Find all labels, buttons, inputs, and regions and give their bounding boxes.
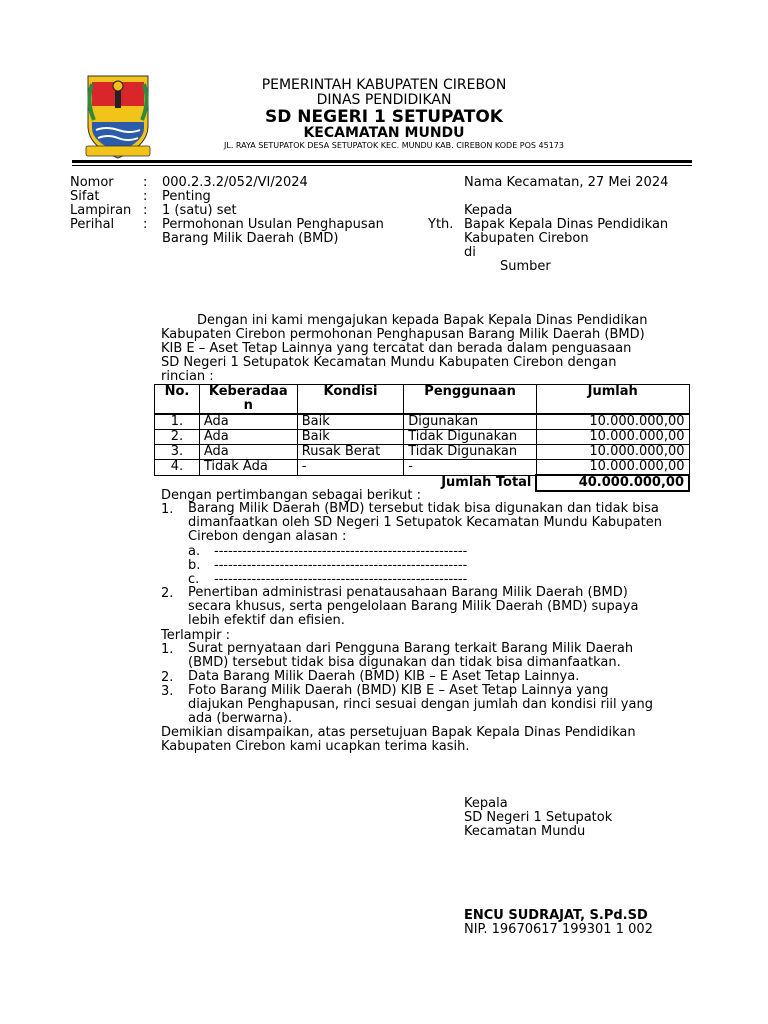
cell-keberadaan: Ada: [199, 445, 297, 460]
colon: :: [143, 217, 148, 232]
attachment-3-line-1: Foto Barang Milik Daerah (BMD) KIB E – Aset Tetap Lainnya yang: [188, 683, 609, 698]
recipient-kepada: Kepada: [464, 203, 513, 218]
consideration-2-line-2: secara khusus, serta pengelolaan Barang Milik Daerah (BMD) supaya: [188, 599, 639, 614]
table-row: [155, 414, 690, 430]
closing-line-1: Demikian disampaikan, atas persetujuan Bapak Kepala Dinas Pendidikan: [161, 725, 636, 740]
col-header-no: No.: [155, 385, 200, 415]
total-value: 40.000.000,00: [536, 475, 689, 491]
cell-jumlah: 10.000.000,00: [536, 430, 689, 445]
col-header-keberadaan-part1: Keberadaa: [208, 384, 288, 399]
consideration-1-line-3: Cirebon dengan alasan :: [188, 529, 347, 544]
lampiran-label: Lampiran: [70, 203, 132, 218]
intro-line-5: rincian :: [161, 369, 214, 384]
consideration-1-line-1: Barang Milik Daerah (BMD) tersebut tidak bisa digunakan dan tidak bisa: [188, 501, 659, 516]
header-address: JL. RAYA SETUPATOK DESA SETUPATOK KEC. MUNDU KAB. CIREBON KODE POS 45173: [224, 141, 564, 150]
letter-date: Nama Kecamatan, 27 Mei 2024: [464, 175, 669, 190]
attachments-heading: Terlampir :: [161, 628, 231, 643]
colon: :: [143, 175, 148, 190]
cell-kondisi: Rusak Berat: [297, 445, 404, 460]
cell-kondisi: Baik: [297, 430, 404, 445]
header-divider-thin: [72, 165, 692, 166]
list-number: 1.: [161, 642, 174, 657]
recipient-place: Sumber: [500, 259, 551, 274]
col-header-jumlah: Jumlah: [536, 385, 689, 415]
cell-penggunaan: Digunakan: [404, 414, 537, 430]
list-number: 2.: [161, 670, 174, 685]
col-header-keberadaan: [199, 385, 297, 415]
perihal-value: Permohonan Usulan Penghapusan: [162, 217, 384, 232]
list-number: 1.: [161, 502, 174, 517]
attachment-2-line-1: Data Barang Milik Daerah (BMD) KIB – E Aset Tetap Lainnya.: [188, 669, 580, 684]
table-header-row: [155, 385, 690, 415]
header-department: DINAS PENDIDIKAN: [316, 92, 452, 108]
cell-no: 2.: [155, 430, 200, 445]
cell-jumlah: 10.000.000,00: [536, 414, 689, 430]
col-header-kondisi: Kondisi: [297, 385, 404, 415]
intro-line-3: KIB E – Aset Tetap Lainnya yang tercatat dan berada dalam penguasaan: [161, 341, 632, 356]
recipient-line1: Bapak Kepala Dinas Pendidikan: [464, 217, 669, 232]
cell-penggunaan: Tidak Digunakan: [404, 430, 537, 445]
cell-kondisi: Baik: [297, 414, 404, 430]
cell-jumlah: 10.000.000,00: [536, 460, 689, 476]
signature-school: SD Negeri 1 Setupatok: [464, 810, 613, 825]
sub-item-b: b.: [188, 558, 201, 573]
asset-table: [154, 384, 690, 492]
intro-line-4: SD Negeri 1 Setupatok Kecamatan Mundu Kabupaten Cirebon dengan: [161, 355, 617, 370]
signature-title: Kepala: [464, 796, 508, 811]
cell-no: 1.: [155, 414, 200, 430]
cell-no: 3.: [155, 445, 200, 460]
cell-jumlah: 10.000.000,00: [536, 445, 689, 460]
recipient-line2: Kabupaten Cirebon: [464, 231, 589, 246]
table-row: [155, 445, 690, 460]
consideration-1-line-2: dimanfaatkan oleh SD Negeri 1 Setupatok Kecamatan Mundu Kabupaten: [188, 515, 662, 530]
sub-item-a-dashes: ------------------------------------------------------: [214, 544, 468, 559]
intro-line-1: Dengan ini kami mengajukan kepada Bapak Kepala Dinas Pendidikan: [197, 313, 648, 328]
colon: :: [143, 189, 148, 204]
col-header-keberadaan-part2: n: [243, 398, 253, 413]
signatory-name: ENCU SUDRAJAT, S.Pd.SD: [464, 908, 648, 923]
cell-penggunaan: -: [404, 460, 537, 476]
recipient-di: di: [464, 245, 476, 260]
cell-no: 4.: [155, 460, 200, 476]
sifat-label: Sifat: [70, 189, 100, 204]
perihal-value-cont: Barang Milik Daerah (BMD): [162, 231, 339, 246]
nomor-value: 000.2.3.2/052/VI/2024: [162, 175, 308, 190]
cell-kondisi: -: [297, 460, 404, 476]
cell-keberadaan: Ada: [199, 414, 297, 430]
attachment-3-line-3: ada (berwarna).: [188, 711, 293, 726]
sub-item-a: a.: [188, 544, 201, 559]
signature-district: Kecamatan Mundu: [464, 824, 586, 839]
sub-item-c-dashes: ------------------------------------------------------: [214, 572, 468, 587]
consideration-2-line-3: lebih efektif dan efisien.: [188, 613, 345, 628]
cell-penggunaan: Tidak Digunakan: [404, 445, 537, 460]
table-row: [155, 460, 690, 476]
attachment-3-line-2: diajukan Penghapusan, rinci sesuai dengan jumlah dan kondisi riil yang: [188, 697, 653, 712]
table-row: [155, 430, 690, 445]
nomor-label: Nomor: [70, 175, 114, 190]
total-label: Jumlah Total: [155, 475, 537, 491]
header-divider-thick: [72, 160, 692, 163]
perihal-label: Perihal: [70, 217, 115, 232]
recipient-yth: Yth.: [428, 217, 454, 232]
list-number: 2.: [161, 586, 174, 601]
closing-line-2: Kabupaten Cirebon kami ucapkan terima kasih.: [161, 739, 470, 754]
attachment-1-line-1: Surat pernyataan dari Pengguna Barang terkait Barang Milik Daerah: [188, 641, 634, 656]
sifat-value: Penting: [162, 189, 211, 204]
consideration-2-line-1: Penertiban administrasi penatausahaan Barang Milik Daerah (BMD): [188, 585, 628, 600]
sub-item-b-dashes: ------------------------------------------------------: [214, 558, 468, 573]
header-government: PEMERINTAH KABUPATEN CIREBON: [261, 77, 507, 93]
sub-item-c: c.: [188, 572, 200, 587]
header-district: KECAMATAN MUNDU: [303, 125, 465, 141]
cell-keberadaan: Tidak Ada: [199, 460, 297, 476]
header-school: SD NEGERI 1 SETUPATOK: [265, 107, 503, 127]
lampiran-value: 1 (satu) set: [162, 203, 237, 218]
signatory-nip: NIP. 19670617 199301 1 002: [464, 922, 653, 937]
list-number: 3.: [161, 684, 174, 699]
considerations-heading: Dengan pertimbangan sebagai berikut :: [161, 488, 421, 503]
cell-keberadaan: Ada: [199, 430, 297, 445]
colon: :: [143, 203, 148, 218]
intro-line-2: Kabupaten Cirebon permohonan Penghapusan Barang Milik Daerah (BMD): [161, 327, 645, 342]
attachment-1-line-2: (BMD) tersebut tidak bisa digunakan dan tidak bisa dimanfaatkan.: [188, 655, 621, 670]
col-header-penggunaan: Penggunaan: [404, 385, 537, 415]
